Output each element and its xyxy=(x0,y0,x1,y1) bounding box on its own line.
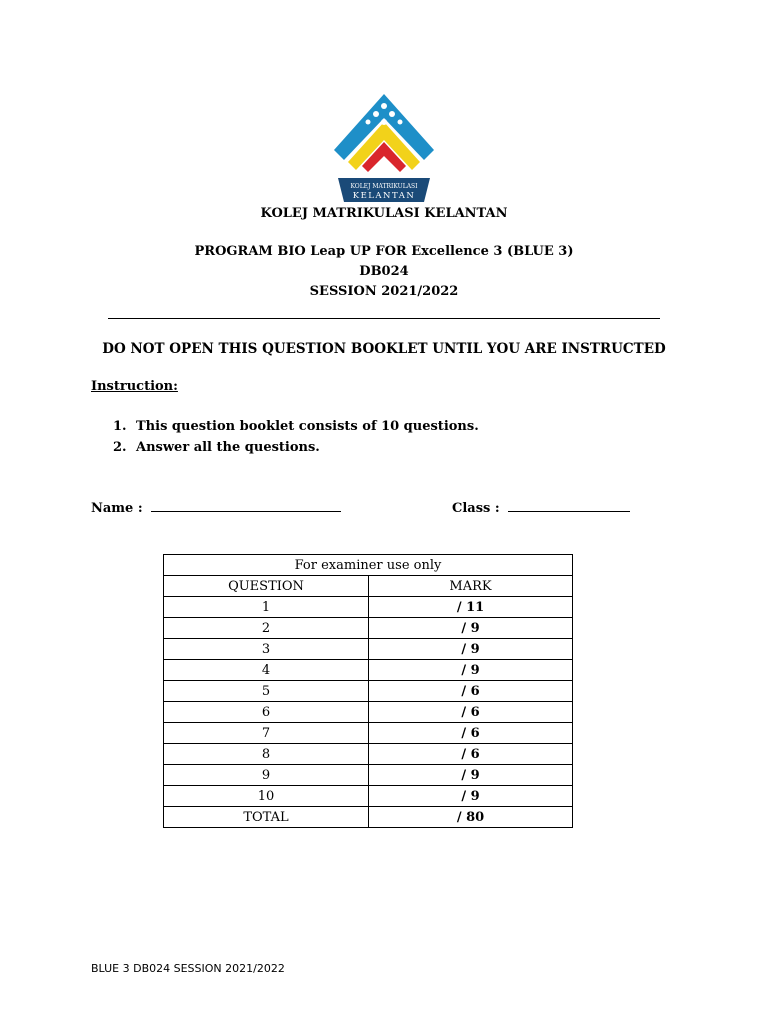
table-row xyxy=(164,618,573,639)
question-cell: 5 xyxy=(164,681,369,702)
question-cell: 9 xyxy=(164,765,369,786)
instruction-item xyxy=(113,439,479,460)
mark-cell: / 9 xyxy=(369,786,573,807)
instruction-list xyxy=(113,418,479,460)
class-field xyxy=(452,497,630,516)
mark-cell: / 6 xyxy=(369,681,573,702)
question-cell: 2 xyxy=(164,618,369,639)
name-blank-line[interactable] xyxy=(151,497,341,512)
page-footer: BLUE 3 DB024 SESSION 2021/2022 xyxy=(91,962,285,975)
course-code: DB024 xyxy=(359,264,409,279)
question-cell: 3 xyxy=(164,639,369,660)
mark-cell: / 9 xyxy=(369,639,573,660)
college-name: KOLEJ MATRIKULASI KELANTAN xyxy=(260,206,508,221)
mark-cell: / 9 xyxy=(369,618,573,639)
table-row xyxy=(164,723,573,744)
question-cell: 7 xyxy=(164,723,369,744)
name-field xyxy=(91,497,341,516)
question-cell: 4 xyxy=(164,660,369,681)
session-label: SESSION 2021/2022 xyxy=(309,284,459,299)
question-cell: 6 xyxy=(164,702,369,723)
mark-column-header: MARK xyxy=(369,576,573,597)
examiner-marks-table xyxy=(163,554,573,828)
header-divider xyxy=(108,318,660,319)
instruction-item xyxy=(113,418,479,439)
table-row xyxy=(164,702,573,723)
program-title: PROGRAM BIO Leap UP FOR Excellence 3 (BLUE 3) xyxy=(194,244,574,259)
instruction-text: Answer all the questions. xyxy=(136,440,320,455)
table-row xyxy=(164,786,573,807)
question-column-header: QUESTION xyxy=(164,576,369,597)
mark-cell: / 11 xyxy=(369,597,573,618)
table-header-row xyxy=(164,576,573,597)
mark-cell: / 9 xyxy=(369,765,573,786)
class-label: Class : xyxy=(452,501,500,516)
question-cell: 8 xyxy=(164,744,369,765)
table-row xyxy=(164,597,573,618)
table-row xyxy=(164,660,573,681)
total-mark: / 80 xyxy=(369,807,573,828)
warning-notice: DO NOT OPEN THIS QUESTION BOOKLET UNTIL YOU ARE INSTRUCTED xyxy=(102,341,666,357)
table-row xyxy=(164,744,573,765)
table-title: For examiner use only xyxy=(164,555,573,576)
table-row xyxy=(164,681,573,702)
mark-cell: / 6 xyxy=(369,702,573,723)
instruction-number: 2. xyxy=(113,440,127,455)
mark-cell: / 6 xyxy=(369,723,573,744)
name-label: Name : xyxy=(91,501,143,516)
instruction-heading: Instruction: xyxy=(91,379,178,394)
table-row xyxy=(164,765,573,786)
logo-text-bottom: KELANTAN xyxy=(352,191,416,201)
table-title-row xyxy=(164,555,573,576)
mark-cell: / 9 xyxy=(369,660,573,681)
logo-text-top: KOLEJ MATRIKULASI xyxy=(350,183,418,190)
instruction-text: This question booklet consists of 10 questions. xyxy=(136,419,479,434)
total-row xyxy=(164,807,573,828)
question-cell: 1 xyxy=(164,597,369,618)
college-logo xyxy=(332,92,436,204)
question-cell: 10 xyxy=(164,786,369,807)
instruction-number: 1. xyxy=(113,419,127,434)
class-blank-line[interactable] xyxy=(508,497,630,512)
table-row xyxy=(164,639,573,660)
total-label: TOTAL xyxy=(164,807,369,828)
mark-cell: / 6 xyxy=(369,744,573,765)
